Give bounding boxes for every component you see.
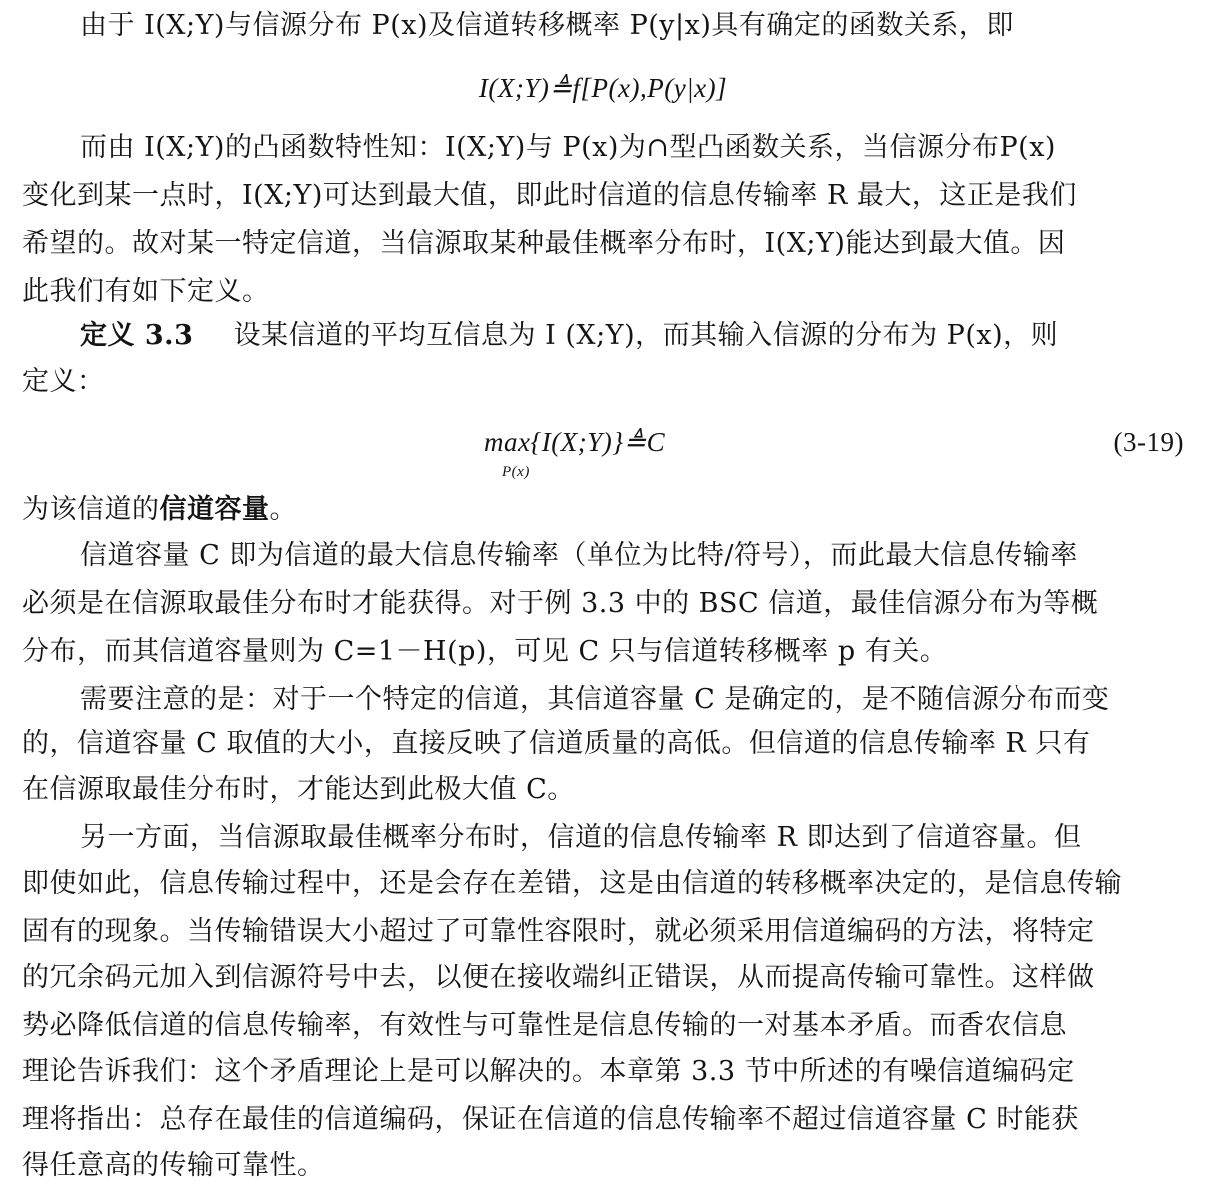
text-line: 的，信道容量 C 取值的大小，直接反映了信道质量的高低。但信道的信息传输率 R 只有 [22,728,1091,759]
text-line: 理将指出：总存在最佳的信道编码，保证在信道的信息传输率不超过信道容量 C 时能获 [22,1104,1079,1135]
text-line: 信道容量 C 即为信道的最大信息传输率（单位为比特/符号），而此最大信息传输率 [80,540,1078,571]
term-channel-capacity: 信道容量 [159,494,270,525]
equation-body [484,422,666,480]
text-line: 另一方面，当信源取最佳概率分布时，信道的信息传输率 R 即达到了信道容量。但 [80,822,1082,853]
definition-text: 设某信道的平均互信息为 I (X;Y)，而其输入信源的分布为 P(x)，则 [233,320,1059,351]
equation-main: max{I(X;Y)}≜C [484,427,666,457]
definition-line [80,316,1184,356]
text-line: 变化到某一点时，I(X;Y)可达到最大值，即此时信道的信息传输率 R 最大，这正是我们 [22,180,1077,211]
text-line [22,490,1184,530]
text-line: 希望的。故对某一特定信道，当信源取某种最佳概率分布时，I(X;Y)能达到最大值。因 [22,228,1066,259]
text-span: 为该信道的 [22,494,160,525]
text-line: 由于 I(X;Y)与信源分布 P(x)及信道转移概率 P(y|x)具有确定的函数关系，即 [80,10,1014,41]
text-line: 分布，而其信道容量则为 C=1－H(p)，可见 C 只与信道转移概率 p 有关。 [22,636,948,667]
text-line: 而由 I(X;Y)的凸函数特性知：I(X;Y)与 P(x)为∩型凸函数关系，当信源分布P(x) [80,132,1056,163]
text-line: 此我们有如下定义。 [22,276,270,307]
text-line: 必须是在信源取最佳分布时才能获得。对于例 3.3 中的 BSC 信道，最佳信源分布为等概 [22,588,1099,619]
equation-number: (3-19) [1113,427,1184,457]
text-line: 即使如此，信息传输过程中，还是会存在差错，这是由信道的转移概率决定的，是信息传输 [22,868,1122,899]
definition-label: 定义 3.3 [80,320,194,351]
text-line: 定义： [22,366,105,397]
text-line: 势必降低信道的信息传输率，有效性与可靠性是信息传输的一对基本矛盾。而香农信息 [22,1010,1067,1041]
text-line: 在信源取最佳分布时，才能达到此极大值 C。 [22,774,575,805]
max-operator [484,422,666,480]
equation-mutual-information: I(X;Y)≜f[P(x),P(y|x)] [478,73,728,103]
text-line: 的冗余码元加入到信源符号中去，以便在接收端纠正错误，从而提高传输可靠性。这样做 [22,962,1095,993]
text-line: 需要注意的是：对于一个特定的信道，其信道容量 C 是确定的，是不随信源分布而变 [80,684,1110,715]
text-line: 固有的现象。当传输错误大小超过了可靠性容限时，就必须采用信道编码的方法，将特定 [22,916,1095,947]
text-span: 。 [269,494,297,525]
equation-subscript: P(x) [502,464,530,480]
text-line: 理论告诉我们：这个矛盾理论上是可以解决的。本章第 3.3 节中所述的有噪信道编码定 [22,1056,1075,1087]
text-line: 得任意高的传输可靠性。 [22,1150,325,1181]
